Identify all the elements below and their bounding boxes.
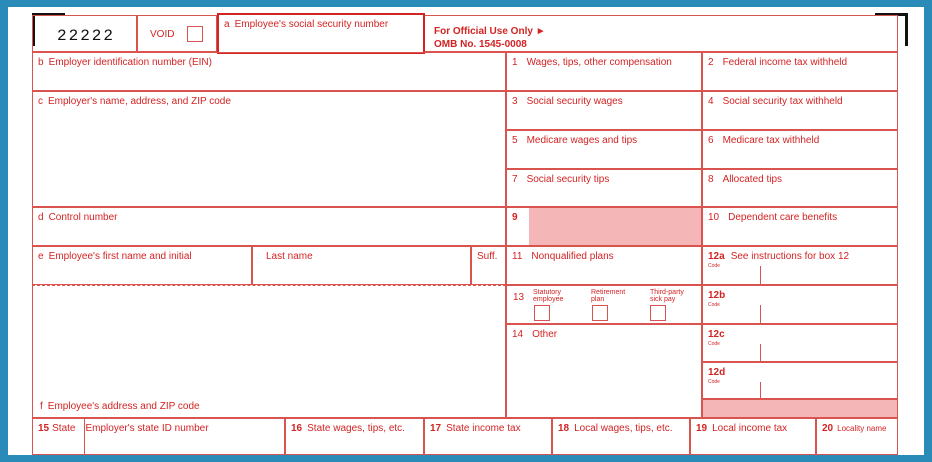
box-1-label: Wages, tips, other compensation [526, 57, 672, 68]
box-16-num: 16 [291, 423, 303, 434]
statutory-employee-checkbox[interactable] [534, 305, 550, 321]
box-20-num: 20 [822, 423, 834, 434]
box-12a-code-divider [760, 266, 761, 284]
box-12b-num: 12b [708, 290, 726, 301]
box-16-state-wages[interactable] [285, 418, 424, 455]
retirement-label-1: Retirement [591, 289, 626, 296]
box-right-shaded-strip [702, 399, 898, 418]
void-checkbox[interactable] [187, 26, 203, 42]
box-12c-num: 12c [708, 329, 725, 340]
box-e-label: Employee's first name and initial [48, 251, 192, 262]
box-6-num: 6 [708, 135, 714, 146]
control-code: 22222 [57, 27, 116, 45]
statutory-label-2: employee [533, 296, 564, 304]
retirement-label [591, 289, 625, 304]
box-11-nonqualified[interactable] [506, 246, 702, 285]
box-12a[interactable] [702, 246, 898, 285]
box-c-employer-name[interactable] [32, 91, 506, 207]
box-15-num: 15 [38, 423, 50, 434]
box-1-wages[interactable] [506, 52, 702, 91]
box-3-num: 3 [512, 96, 518, 107]
box-10-label: Dependent care benefits [728, 212, 838, 223]
box-b-label: Employer identification number (EIN) [48, 57, 212, 68]
box-8-label: Allocated tips [722, 174, 783, 185]
box-17-label: State income tax [446, 423, 521, 434]
box-4-ss-tax[interactable] [702, 91, 898, 130]
box-6-label: Medicare tax withheld [722, 135, 820, 146]
box-12c-code-letters: Code [708, 341, 720, 347]
box-f-text [40, 401, 200, 413]
box-12a-code-letters: Code [708, 263, 720, 269]
box-16-label: State wages, tips, etc. [307, 423, 405, 434]
box-4-label: Social security tax withheld [722, 96, 843, 107]
box-5-num: 5 [512, 135, 518, 146]
box-15-state[interactable] [32, 418, 285, 455]
box-2-label: Federal income tax withheld [722, 57, 848, 68]
box-e-letter: e [38, 251, 44, 262]
box-15-label: Employer's state ID number [85, 423, 209, 434]
box-d-letter: d [38, 212, 44, 223]
box-9 [506, 207, 702, 246]
box-3-ss-wages[interactable] [506, 91, 702, 130]
box-2-num: 2 [708, 57, 714, 68]
void-box [137, 15, 217, 52]
box-13-num: 13 [513, 292, 525, 303]
box-11-label: Nonqualified plans [531, 251, 614, 262]
official-use-box [425, 15, 898, 52]
box-17-state-tax[interactable] [424, 418, 552, 455]
third-party-sick-pay-checkbox[interactable] [650, 305, 666, 321]
void-label: VOID [150, 29, 175, 40]
box-20-label: Locality name [837, 424, 887, 433]
box-15-state-label: State [52, 423, 76, 434]
box-18-local-wages[interactable] [552, 418, 690, 455]
box-b-ein[interactable] [32, 52, 506, 91]
box-7-label: Social security tips [526, 174, 610, 185]
box-d-label: Control number [48, 212, 118, 223]
box-12d-num: 12d [708, 367, 726, 378]
box-18-label: Local wages, tips, etc. [574, 423, 673, 434]
box-e-suffix[interactable] [471, 246, 506, 285]
box-15-divider [84, 419, 85, 454]
box-f-letter: f [40, 401, 43, 412]
w2-form-frame [8, 7, 924, 455]
thirdparty-label-1: Third-party [650, 289, 684, 296]
box-e-suffix-label: Suff. [477, 251, 498, 262]
box-6-medicare-tax[interactable] [702, 130, 898, 169]
box-13-checkboxes [506, 285, 702, 324]
box-11-num: 11 [512, 251, 523, 262]
box-12c-code-divider [760, 344, 761, 361]
box-14-label: Other [532, 329, 558, 340]
box-12d[interactable] [702, 362, 898, 399]
box-3-label: Social security wages [526, 96, 623, 107]
box-7-num: 7 [512, 174, 518, 185]
box-b-letter: b [38, 57, 44, 68]
box-19-num: 19 [696, 423, 708, 434]
box-10-num: 10 [708, 212, 720, 223]
box-7-ss-tips[interactable] [506, 169, 702, 207]
thirdparty-label [650, 289, 684, 304]
thirdparty-label-2: sick pay [650, 296, 676, 304]
box-5-medicare-wages[interactable] [506, 130, 702, 169]
box-e-last-name[interactable] [252, 246, 471, 285]
retirement-label-2: plan [591, 296, 605, 304]
box-17-num: 17 [430, 423, 442, 434]
box-12a-num: 12a [708, 251, 725, 262]
box-4-num: 4 [708, 96, 714, 107]
retirement-plan-checkbox[interactable] [592, 305, 608, 321]
box-8-allocated-tips[interactable] [702, 169, 898, 207]
official-use-text: For Official Use Only ► [434, 26, 546, 37]
box-2-fed-tax[interactable] [702, 52, 898, 91]
omb-number: OMB No. 1545-0008 [434, 39, 527, 50]
box-14-other[interactable] [506, 324, 702, 418]
box-1-num: 1 [512, 57, 518, 68]
box-12d-code-divider [760, 382, 761, 398]
box-c-letter: c [38, 96, 43, 107]
box-19-label: Local income tax [712, 423, 788, 434]
box-e-first-name[interactable] [32, 246, 252, 285]
box-14-num: 14 [512, 329, 524, 340]
box-18-num: 18 [558, 423, 570, 434]
box-c-label: Employer's name, address, and ZIP code [48, 96, 231, 107]
box-12b[interactable] [702, 285, 898, 324]
box-20-locality[interactable] [816, 418, 898, 455]
box-12c[interactable] [702, 324, 898, 362]
box-d-control-number[interactable] [32, 207, 506, 246]
box-12d-code-letters: Code [708, 379, 720, 385]
box-a-letter: a [224, 19, 230, 30]
box-a-label: Employee's social security number [234, 19, 389, 30]
statutory-label [533, 289, 563, 304]
box-f-employee-address[interactable] [32, 285, 506, 418]
box-9-num: 9 [512, 212, 518, 223]
box-19-local-tax[interactable] [690, 418, 816, 455]
box-9-shaded-area [529, 208, 701, 245]
box-12b-code-letters: Code [708, 302, 720, 308]
box-10-dependent-care[interactable] [702, 207, 898, 246]
box-5-label: Medicare wages and tips [526, 135, 638, 146]
box-12b-code-divider [760, 305, 761, 323]
box-f-label: Employee's address and ZIP code [47, 401, 200, 412]
box-12a-label: See instructions for box 12 [730, 251, 850, 262]
statutory-label-1: Statutory [533, 289, 562, 296]
box-e-last-name-label: Last name [266, 251, 313, 262]
box-8-num: 8 [708, 174, 714, 185]
control-code-box [32, 15, 137, 52]
box-a-ssn[interactable] [217, 13, 425, 54]
